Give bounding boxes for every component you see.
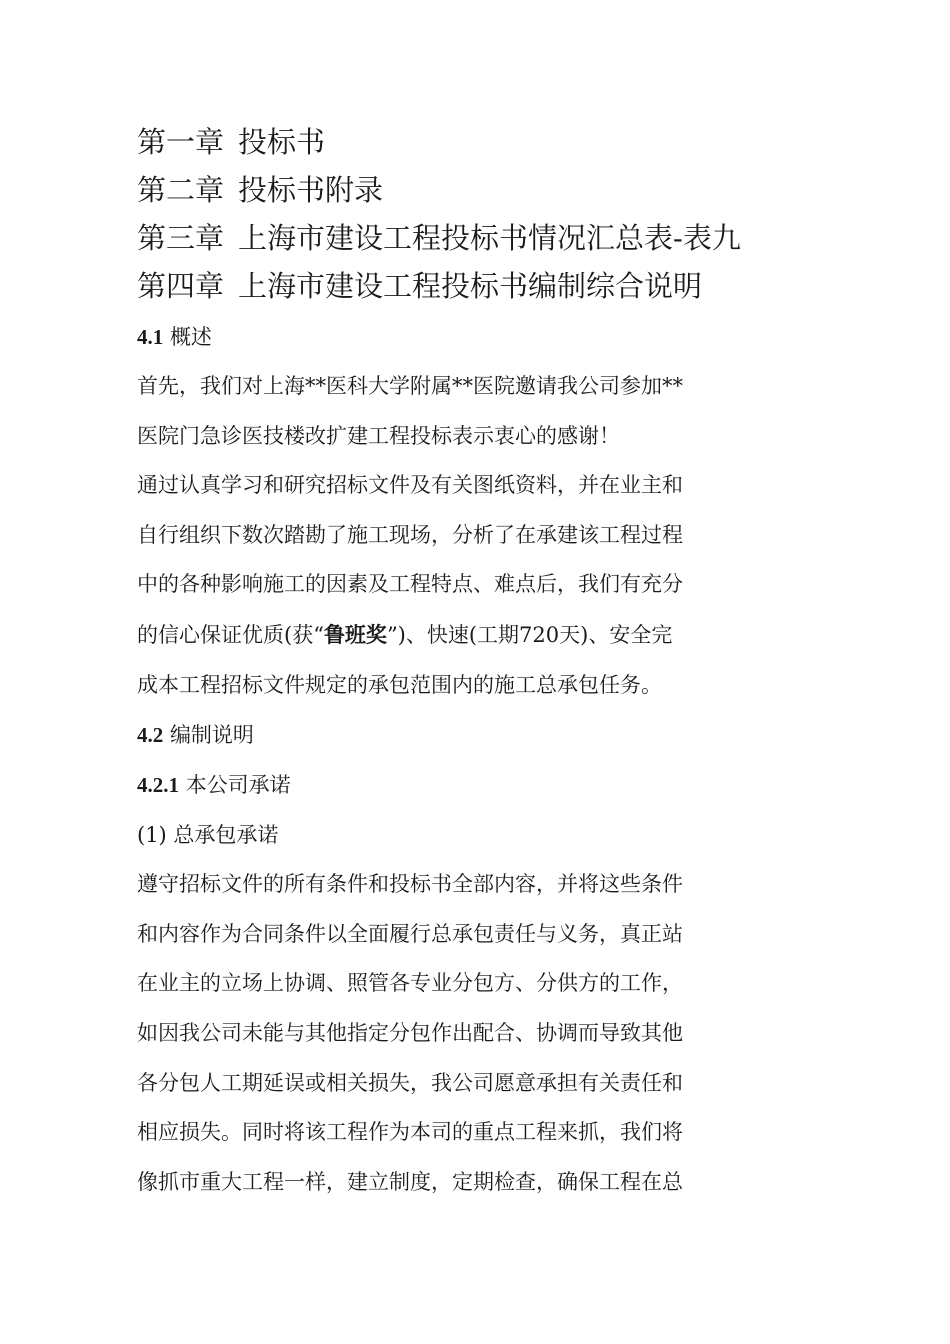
paragraph-line: 遵守招标文件的所有条件和投标书全部内容，并将这些条件	[137, 872, 683, 897]
paragraph-line: 医院门急诊医技楼改扩建工程投标表示衷心的感谢！	[137, 423, 620, 448]
chapter-2-heading: 第二章 投标书附录	[137, 173, 384, 207]
paragraph-line: 像抓市重大工程一样，建立制度，定期检查，确保工程在总	[137, 1169, 683, 1194]
list-item-heading: (1) 总承包承诺	[137, 823, 279, 848]
paragraph-line: 通过认真学习和研究招标文件及有关图纸资料，并在业主和	[137, 473, 683, 498]
chapter-4-heading: 第四章 上海市建设工程投标书编制综合说明	[137, 269, 703, 303]
chapter-1-heading: 第一章 投标书	[137, 125, 326, 159]
section-4-2-1-heading: 4.2.1 本公司承诺	[137, 773, 291, 798]
chapter-3-heading: 第三章 上海市建设工程投标书情况汇总表-表九	[137, 221, 741, 255]
section-4-1-heading: 4.1 概述	[137, 325, 212, 349]
section-4-2-heading: 4.2 编制说明	[137, 723, 254, 748]
paragraph-line: 自行组织下数次踏勘了施工现场，分析了在承建该工程过程	[137, 522, 683, 547]
paragraph-line: 相应损失。同时将该工程作为本司的重点工程来抓，我们将	[137, 1120, 683, 1145]
paragraph-line: 的信心保证优质(获“鲁班奖”)、快速(工期720天)、安全完	[137, 621, 673, 647]
award-name: 鲁班奖	[323, 621, 387, 647]
paragraph-line: 成本工程招标文件规定的承包范围内的施工总承包任务。	[137, 672, 662, 697]
document-content	[137, 118, 837, 1207]
paragraph-line: 中的各种影响施工的因素及工程特点、难点后，我们有充分	[137, 572, 683, 597]
paragraph-line: 各分包人工期延误或相关损失，我公司愿意承担有关责任和	[137, 1070, 683, 1095]
paragraph-line: 和内容作为合同条件以全面履行总承包责任与义务，真正站	[137, 921, 683, 946]
paragraph-line: 如因我公司未能与其他指定分包作出配合、协调而导致其他	[137, 1020, 683, 1045]
paragraph-line: 在业主的立场上协调、照管各专业分包方、分供方的工作，	[137, 971, 683, 996]
paragraph-line: 首先，我们对上海**医科大学附属**医院邀请我公司参加**	[137, 374, 683, 398]
